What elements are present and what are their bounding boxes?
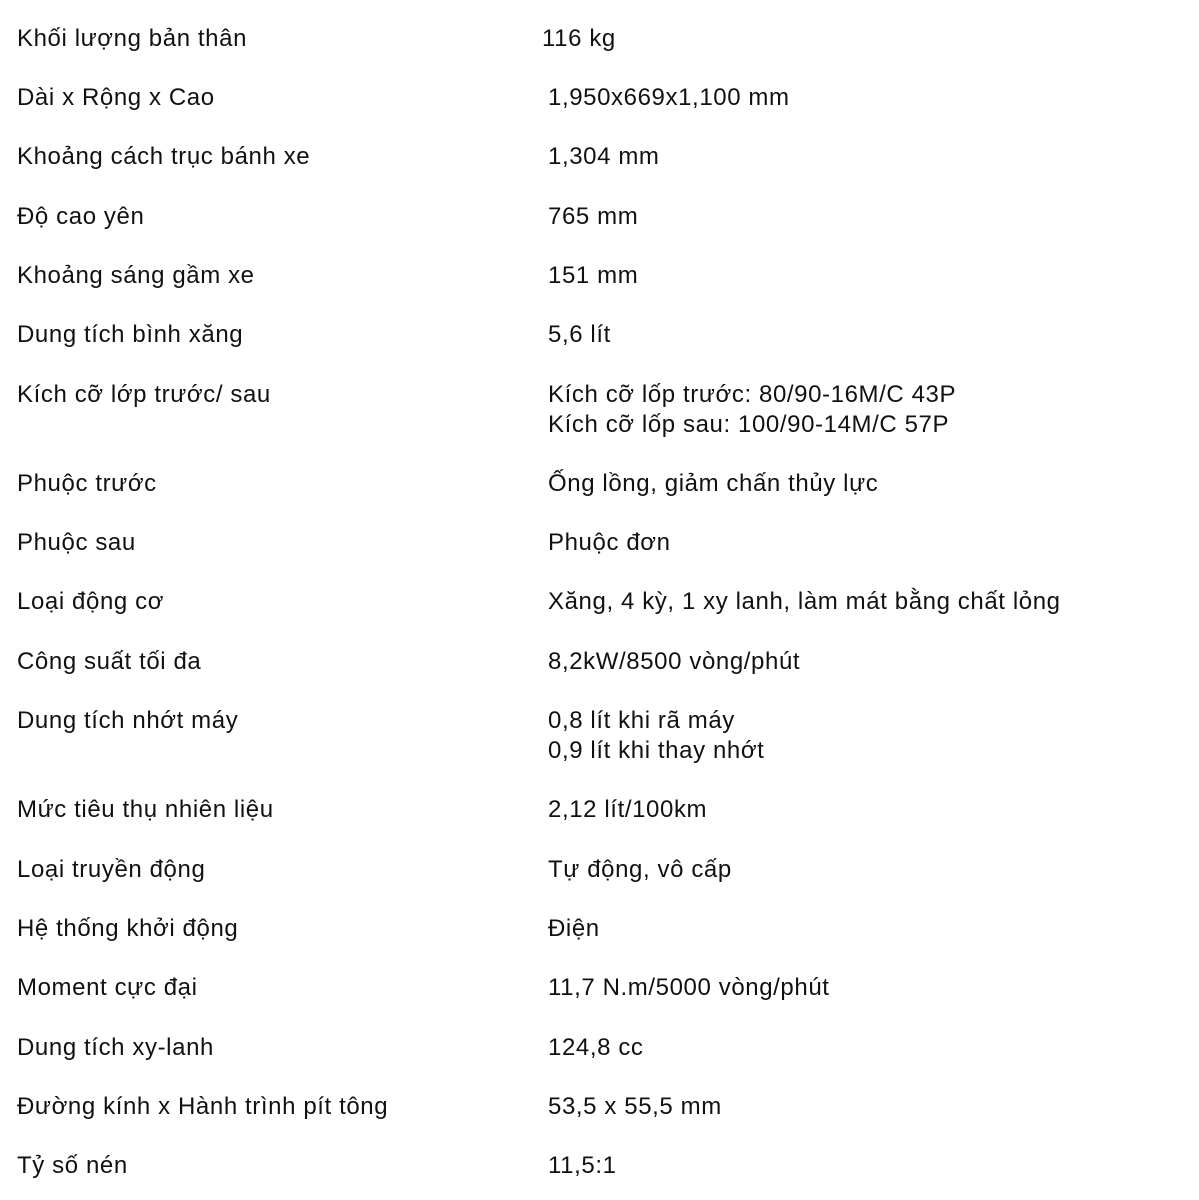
spec-value-line: 0,9 lít khi thay nhớt bbox=[548, 737, 765, 764]
spec-value bbox=[548, 914, 600, 944]
spec-label: Khoảng sáng gầm xe bbox=[17, 262, 255, 289]
spec-value bbox=[548, 795, 707, 825]
spec-value-line: 151 mm bbox=[548, 262, 639, 289]
spec-value-line: Phuộc đơn bbox=[548, 529, 671, 556]
spec-value bbox=[548, 528, 671, 558]
spec-value-line: 11,7 N.m/5000 vòng/phút bbox=[548, 974, 830, 1001]
spec-value-line: 2,12 lít/100km bbox=[548, 796, 708, 823]
spec-label: Phuộc trước bbox=[17, 470, 157, 497]
spec-value bbox=[548, 1151, 617, 1181]
spec-value bbox=[548, 1033, 644, 1063]
spec-label: Moment cực đại bbox=[17, 974, 198, 1001]
spec-label: Hệ thống khởi động bbox=[17, 915, 239, 942]
spec-value-line: Điện bbox=[548, 915, 600, 942]
spec-value-line: 11,5:1 bbox=[548, 1152, 617, 1179]
spec-label: Mức tiêu thụ nhiên liệu bbox=[17, 796, 274, 823]
spec-value-line: 5,6 lít bbox=[548, 321, 611, 348]
spec-value-line: 53,5 x 55,5 mm bbox=[548, 1093, 722, 1120]
spec-value-line: 8,2kW/8500 vòng/phút bbox=[548, 648, 801, 675]
spec-label: Phuộc sau bbox=[17, 529, 136, 556]
spec-value bbox=[542, 24, 616, 54]
spec-value-line: Xăng, 4 kỳ, 1 xy lanh, làm mát bằng chất lỏng bbox=[548, 588, 1061, 615]
spec-value bbox=[548, 202, 638, 232]
spec-label: Kích cỡ lớp trước/ sau bbox=[17, 381, 271, 408]
spec-label: Dung tích bình xăng bbox=[17, 321, 244, 348]
spec-label: Loại động cơ bbox=[17, 588, 165, 615]
spec-value bbox=[548, 647, 800, 677]
spec-value-line: 116 kg bbox=[542, 25, 616, 52]
spec-value bbox=[548, 83, 790, 113]
spec-label: Khối lượng bản thân bbox=[17, 25, 248, 52]
spec-value-line: Kích cỡ lốp sau: 100/90-14M/C 57P bbox=[548, 411, 950, 438]
spec-value bbox=[548, 469, 878, 499]
spec-value-line: 0,8 lít khi rã máy bbox=[548, 707, 735, 734]
spec-value bbox=[548, 261, 638, 291]
spec-value bbox=[548, 587, 1061, 617]
spec-label: Khoảng cách trục bánh xe bbox=[17, 143, 311, 170]
spec-label: Loại truyền động bbox=[17, 856, 206, 883]
spec-value bbox=[548, 973, 830, 1003]
spec-label: Dung tích xy-lanh bbox=[17, 1034, 214, 1061]
spec-value bbox=[548, 320, 611, 350]
spec-value-line: Ống lồng, giảm chấn thủy lực bbox=[548, 470, 879, 497]
spec-value bbox=[548, 1092, 722, 1122]
spec-label: Dài x Rộng x Cao bbox=[17, 84, 215, 111]
spec-value-line: 1,304 mm bbox=[548, 143, 660, 170]
spec-value-line: 1,950x669x1,100 mm bbox=[548, 84, 790, 111]
spec-value bbox=[548, 142, 660, 172]
spec-value-line: 124,8 cc bbox=[548, 1034, 644, 1061]
spec-label: Tỷ số nén bbox=[17, 1152, 128, 1179]
spec-label: Đường kính x Hành trình pít tông bbox=[17, 1093, 389, 1120]
spec-value bbox=[548, 855, 732, 885]
spec-value-line: Tự động, vô cấp bbox=[548, 856, 732, 883]
spec-value-line: 765 mm bbox=[548, 203, 639, 230]
spec-label: Dung tích nhớt máy bbox=[17, 707, 239, 734]
spec-label: Độ cao yên bbox=[17, 203, 145, 230]
spec-value bbox=[548, 706, 764, 766]
spec-label: Công suất tối đa bbox=[17, 648, 202, 675]
spec-value bbox=[548, 380, 956, 440]
spec-value-line: Kích cỡ lốp trước: 80/90-16M/C 43P bbox=[548, 381, 957, 408]
